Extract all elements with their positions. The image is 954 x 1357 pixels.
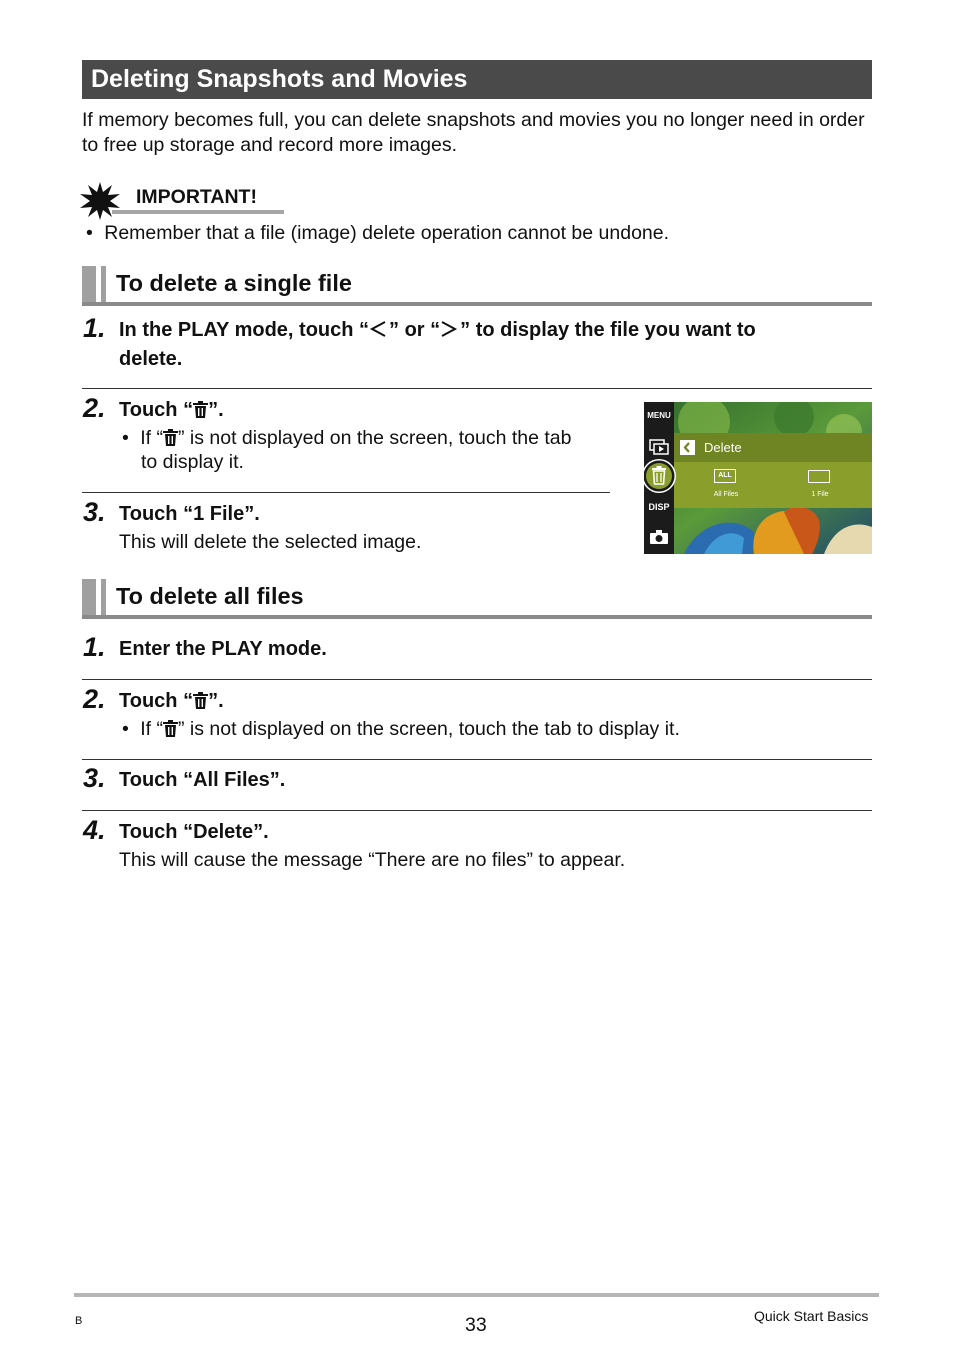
all-step4-text: Touch “Delete”. <box>119 821 269 843</box>
delete-title: Delete <box>704 440 742 455</box>
camera-icon[interactable] <box>650 530 668 544</box>
step-number: 3. <box>83 497 106 527</box>
one-file-label: 1 File <box>811 491 829 498</box>
all-icon: ALL <box>714 469 736 483</box>
chevron-left-icon <box>369 319 389 346</box>
divider <box>82 679 872 680</box>
step-number: 2. <box>83 393 106 423</box>
slideshow-icon[interactable] <box>649 439 669 455</box>
divider <box>82 388 872 389</box>
all-files-label: All Files <box>713 491 739 498</box>
all-step2-note: • If “ ” is not displayed on the screen, touch the tab to display it. <box>122 718 680 740</box>
trash-tab-button[interactable] <box>644 458 677 494</box>
step-number: 4. <box>83 815 106 845</box>
disp-button[interactable]: DISP <box>648 502 670 512</box>
all-files-button[interactable] <box>710 469 742 503</box>
page-number: 33 <box>465 1314 487 1336</box>
important-bullet <box>86 221 669 245</box>
important-label: IMPORTANT! <box>136 186 257 208</box>
step-number: 3. <box>83 763 106 793</box>
single-frame-icon <box>808 470 830 483</box>
all-step2-text: Touch “ ”. <box>119 690 224 712</box>
single-step2-note: • If “ ” is not displayed on the screen, touch the tab to display it. <box>122 427 572 473</box>
important-underline <box>112 210 284 214</box>
trash-icon <box>193 692 208 709</box>
trash-icon <box>163 429 178 446</box>
menu-button[interactable]: MENU <box>647 411 671 420</box>
bullet-dot: • <box>122 427 129 449</box>
all-step4-body: This will cause the message “There are no files” to appear. <box>119 849 626 871</box>
single-step2-text: Touch “ ”. <box>119 399 224 421</box>
step-number: 1. <box>83 313 106 343</box>
section-heading-single <box>82 266 872 306</box>
section-heading-single-text: To delete a single file <box>116 270 352 296</box>
one-file-button[interactable] <box>802 469 838 503</box>
section-heading-all <box>82 579 872 619</box>
all-step3-text: Touch “All Files”. <box>119 769 286 791</box>
trash-icon <box>193 401 208 418</box>
bullet-dot: • <box>122 718 129 740</box>
footer-chapter: Quick Start Basics <box>754 1308 869 1324</box>
single-step3-body: This will delete the selected image. <box>119 531 422 553</box>
footer-code: B <box>75 1315 83 1327</box>
chevron-right-icon <box>440 319 460 346</box>
single-step1-text: In the PLAY mode, touch “ ” or “ ” to display the file you want to delete. <box>119 319 756 370</box>
camera-screen-illustration <box>644 402 872 554</box>
footer-rule <box>74 1293 879 1297</box>
important-bullet-text: Remember that a file (image) delete operation cannot be undone. <box>104 222 670 244</box>
divider <box>82 759 872 760</box>
important-icon <box>80 182 120 220</box>
intro-text: If memory becomes full, you can delete snapshots and movies you no longer need in order to free up storage and record more images. <box>82 109 865 156</box>
divider <box>82 492 610 493</box>
step-number: 2. <box>83 684 106 714</box>
all-step1-text: Enter the PLAY mode. <box>119 638 327 660</box>
back-arrow-icon[interactable] <box>680 440 695 455</box>
divider <box>82 810 872 811</box>
page-title: Deleting Snapshots and Movies <box>82 60 872 99</box>
trash-icon <box>163 720 178 737</box>
section-heading-all-text: To delete all files <box>116 583 304 609</box>
bullet-dot: • <box>86 222 93 244</box>
step-number: 1. <box>83 632 106 662</box>
single-step3-text: Touch “1 File”. <box>119 503 260 525</box>
